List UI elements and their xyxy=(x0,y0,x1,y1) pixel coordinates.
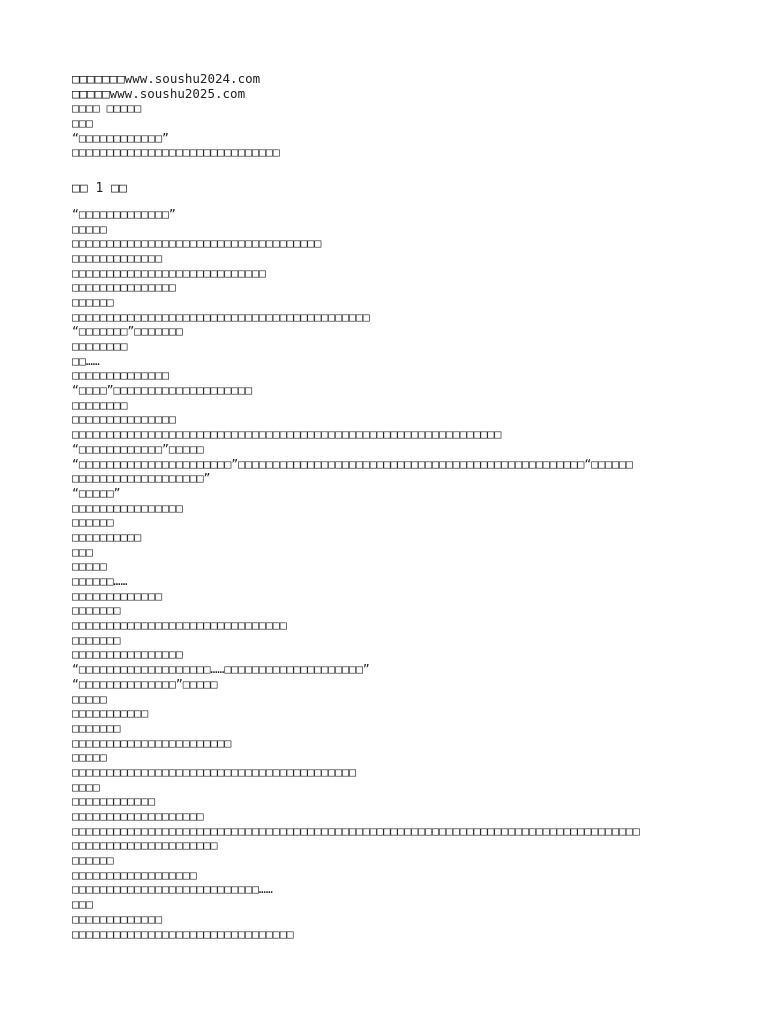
header-line: □□□ xyxy=(72,116,93,131)
text-line: □□□□□□□□□□□□□□□□□□□□□□□□□□□□□□□□□□□□□□□□□ xyxy=(72,764,356,779)
text-line: “□□□□”□□□□□□□□□□□□□□□□□□□□ xyxy=(72,383,253,398)
text-line: □□□□□ xyxy=(72,691,107,706)
text-line: □□□□□□□□ xyxy=(72,397,128,412)
text-line: “□□□□□□□□□□□□□□□□□□□□□□”□□□□□□□□□□□□□□□□□□□□□□□□□□□□□□□□□□□□□□□□□□□□□□□□□□“□□□□□□ xyxy=(72,456,633,471)
header-line[interactable]: □□□□□www.soushu2025.com xyxy=(72,85,246,101)
text-line: “□□□□□□□□□□□□□” xyxy=(72,206,176,221)
text-line: □□□□□□□□□□□□□□□□□□□□□□□□□□□□ xyxy=(72,265,266,280)
text-line: □□□□□ xyxy=(72,221,107,236)
text-line: □□□□□□□□□□ xyxy=(72,529,142,544)
text-line: □□□□□□□□□□□□ xyxy=(72,794,156,809)
header-line: □□□□□□□□□□□□□□□□□□□□□□□□□□□□□□ xyxy=(72,145,280,160)
text-line: □□□□□□□□□□□□□□□□□□□□□□□□□□□…… xyxy=(72,882,273,897)
text-line: □□□□□□□□□□□□□ xyxy=(72,588,163,603)
text-line: □□□□□□□□□□□□□□□□□□□□□□□□□□□□□□□ xyxy=(72,618,287,633)
text-line: □□□ xyxy=(72,897,93,912)
text-line: □□□□□□ xyxy=(72,294,114,309)
text-line: □□□□□ xyxy=(72,559,107,574)
text-line: □□□□□□□□□□□□□□□ xyxy=(72,412,176,427)
text-line: □□□□□□□ xyxy=(72,603,121,618)
text-line: “□□□□□□□□□□□□□□□□□□□……□□□□□□□□□□□□□□□□□□□□” xyxy=(72,662,370,677)
text-line: □□□□□ xyxy=(72,750,107,765)
text-line: □□□□□□□□□□□□□ xyxy=(72,250,163,265)
text-line: □□□□□□…… xyxy=(72,574,128,588)
text-line: “□□□□□□□□□□□□”□□□□□ xyxy=(72,441,204,456)
text-line: □□□□□□□□□□□□□□□□□□□ xyxy=(72,809,204,823)
header-line[interactable]: □□□□□□□www.soushu2024.com xyxy=(72,71,261,86)
text-line: “□□□□□□□□□□□□□□”□□□□□ xyxy=(72,676,218,691)
text-line: □□□□□□□□□□□□□□□□□□□” xyxy=(72,471,211,486)
text-line: □□□□□□□□□□□□□□□□□□□□□□□□□□□□□□□□□□□□□□□□□□□ xyxy=(72,309,370,324)
text-line: “□□□□□□□”□□□□□□□ xyxy=(72,324,183,339)
document-header xyxy=(72,72,712,160)
text-line: □□□ xyxy=(72,544,93,559)
text-line: □□□□□□□□□□□□□□□□ xyxy=(72,647,183,662)
header-line: □□□□ □□□□□ xyxy=(72,101,142,116)
text-line: □□□□□□□□□□□□□□□□□□□□□□□□□□□□□□□□□□□□□□□□□□□□□□□□□□□□□□□□□□□□□□□□□□□□□□□□□□□□□□□□□□ xyxy=(72,823,640,838)
text-line: □□□□□□□□□□□□□□□ xyxy=(72,280,176,295)
text-line: □□□□□□□□□□□□□□□□□□□□□ xyxy=(72,838,218,853)
text-line: □□□□□□□□□□□□□□□□□□□□□□□ xyxy=(72,735,232,750)
text-line: □□□□□□ xyxy=(72,515,114,530)
text-line: □□□□□□□□□□□ xyxy=(72,706,149,721)
chapter-title: □□ 1 □□ xyxy=(72,180,127,196)
text-line: □□□□□□□□□□□□□□□□ xyxy=(72,500,183,515)
text-line: □□□□□□□□ xyxy=(72,339,128,353)
document-page xyxy=(72,72,712,941)
spacer xyxy=(72,160,712,175)
text-line: □□□□ xyxy=(72,779,100,794)
text-line: □□□□□□□□□□□□□ xyxy=(72,911,163,926)
text-line: □□□□□□ xyxy=(72,853,114,868)
text-line: □□□□□□□ xyxy=(72,720,121,735)
text-line: □□□□□□□□□□□□□□□□□□□□□□□□□□□□□□□□ xyxy=(72,926,294,941)
text-line: □□□□□□□□□□□□□□□□□□ xyxy=(72,867,197,882)
text-line: □□□□□□□□□□□□□□□□□□□□□□□□□□□□□□□□□□□□ xyxy=(72,236,322,251)
text-line: □□□□□□□□□□□□□□ xyxy=(72,368,169,383)
text-line: □□□□□□□□□□□□□□□□□□□□□□□□□□□□□□□□□□□□□□□□□□□□□□□□□□□□□□□□□□□□□□ xyxy=(72,427,502,442)
document-body xyxy=(72,207,712,941)
text-line: □□□□□□□ xyxy=(72,632,121,647)
text-line: “□□□□□” xyxy=(72,485,121,500)
header-line: “□□□□□□□□□□□□” xyxy=(72,130,169,145)
text-line: □□…… xyxy=(72,353,100,368)
